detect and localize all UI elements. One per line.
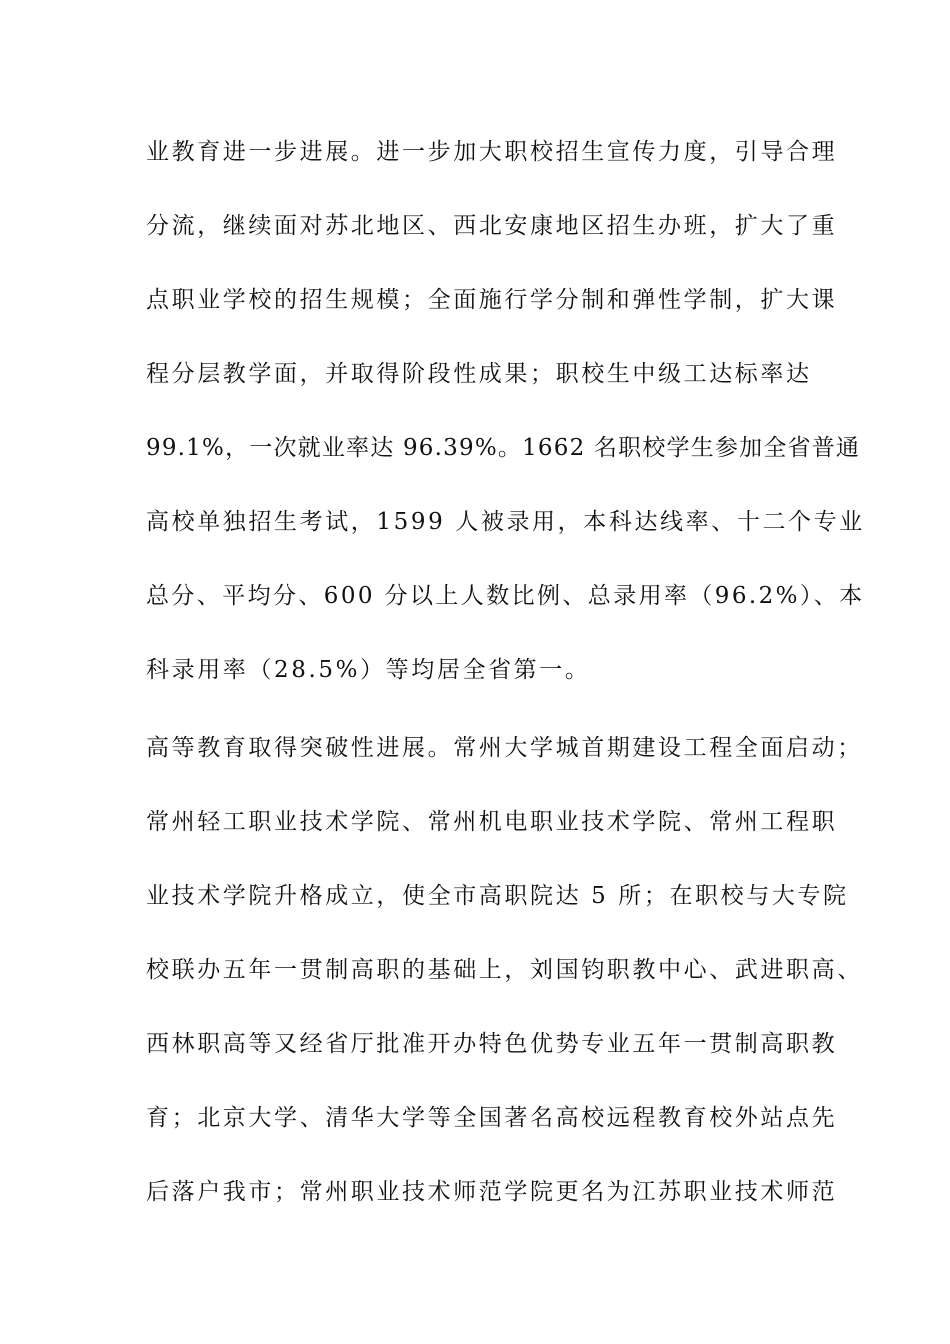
text-line: 科录用率（28.5%）等均居全省第一。 [146,657,591,683]
text-line: 校联办五年一贯制高职的基础上，刘国钧职教中心、武进职高、 [146,957,863,983]
text-line: 点职业学校的招生规模；全面施行学分制和弹性学制，扩大课 [146,287,838,313]
text-line: 后落户我市；常州职业技术师范学院更名为江苏职业技术师范 [146,1179,838,1205]
text-line: 育；北京大学、清华大学等全国著名高校远程教育校外站点先 [146,1105,838,1131]
text-line: 高校单独招生考试，1599 人被录用，本科达线率、十二个专业 [146,509,865,535]
text-line: 分流，继续面对苏北地区、西北安康地区招生办班，扩大了重 [146,213,838,239]
text-line: 业技术学院升格成立，使全市高职院达 5 所；在职校与大专院 [146,883,849,909]
text-line: 总分、平均分、600 分以上人数比例、总录用率（96.2%）、本 [146,583,865,609]
text-line: 业教育进一步进展。进一步加大职校招生宣传力度，引导合理 [146,139,838,165]
text-line: 西林职高等又经省厅批准开办特色优势专业五年一贯制高职教 [146,1031,838,1057]
text-line: 程分层教学面，并取得阶段性成果；职校生中级工达标率达 [146,361,812,387]
text-line: 常州轻工职业技术学院、常州机电职业技术学院、常州工程职 [146,809,838,835]
text-line: 99.1%，一次就业率达 96.39%。1662 名职校学生参加全省普通 [146,435,861,461]
text-line: 高等教育取得突破性进展。常州大学城首期建设工程全面启动； [146,735,863,761]
